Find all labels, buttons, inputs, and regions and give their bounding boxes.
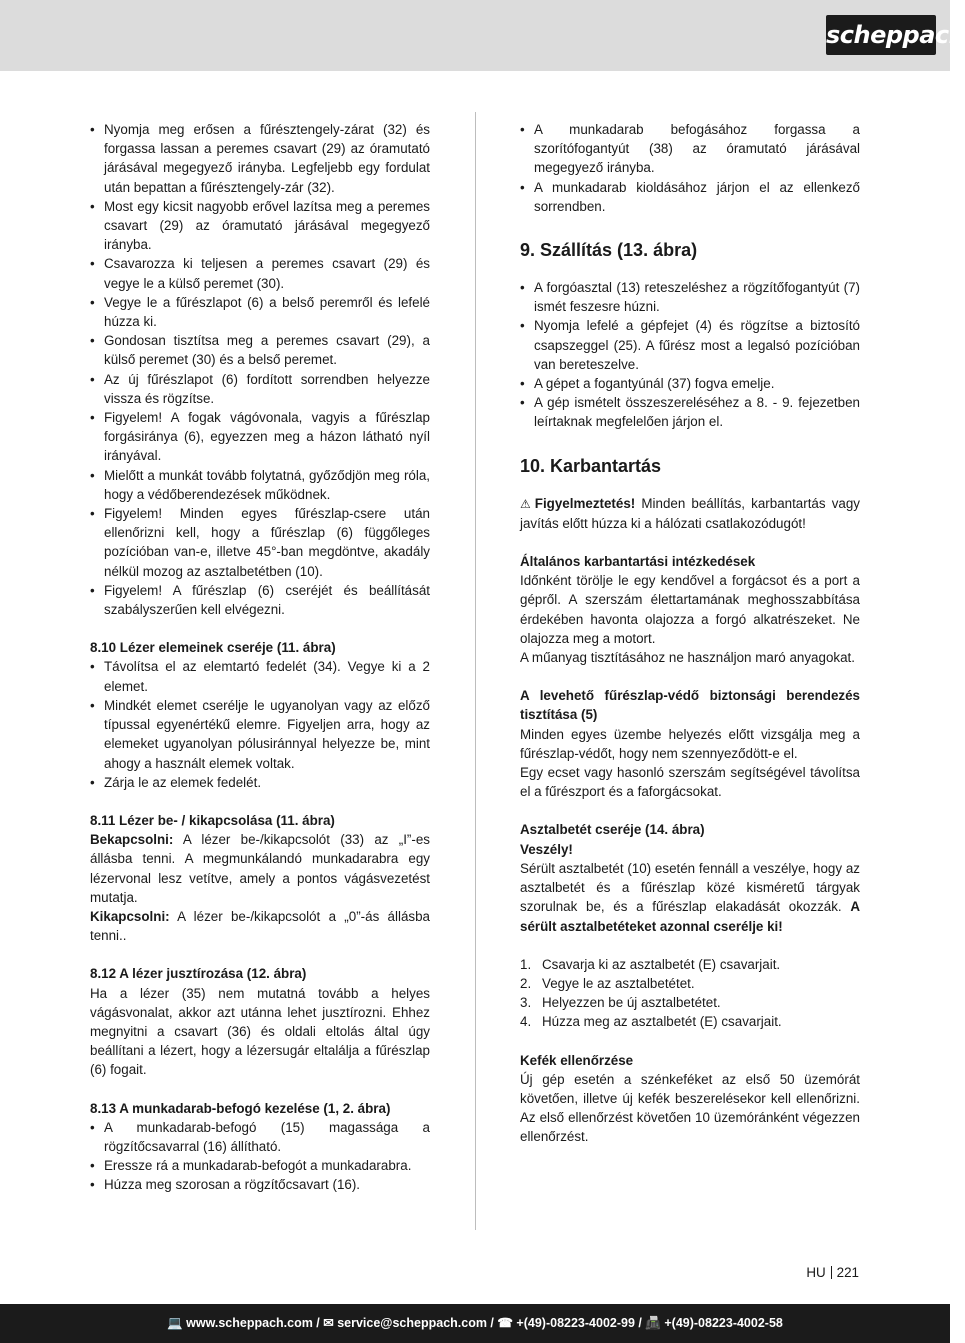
section-heading-8-10: 8.10 Lézer elemeinek cseréje (11. ábra) — [90, 640, 336, 656]
section-heading-9: 9. Szállítás (13. ábra) — [520, 240, 698, 261]
page-number-separator — [831, 1266, 832, 1279]
left-column — [90, 120, 430, 1195]
list-item — [520, 993, 860, 1012]
column-divider — [475, 112, 476, 1230]
scheppach-logo: scheppach — [826, 15, 936, 55]
step-text: Helyezzen be új asztalbetétet. — [542, 995, 721, 1011]
danger-label: Veszély! — [520, 841, 573, 857]
list-item: • Távolítsa el az elemtartó fedelét (34). Vegye ki a 2 elemet. — [90, 657, 430, 695]
list-item: • Figyelem! A fűrészlap (6) cseréjét és beállítását szabályszerűen kell elvégezni. — [90, 581, 430, 619]
list-item: • A forgóasztal (13) reteszeléshez a rögzítőfogantyút (7) ismét feszesre húzni. — [520, 278, 860, 316]
page-lang: HU — [806, 1265, 826, 1280]
list-item: • Most egy kicsit nagyobb erővel lazítsa meg a peremes csavart (29) az óramutató járásával megegyező irányba. — [90, 197, 430, 255]
list-item: • A munkadarab-befogó (15) magassága a rögzítőcsavarral (16) állítható. — [90, 1118, 430, 1156]
list-item — [520, 974, 860, 993]
insert-steps-list — [520, 955, 860, 1032]
section-heading-10: 10. Karbantartás — [520, 455, 662, 476]
laser-battery-list — [90, 657, 430, 791]
warning-paragraph — [520, 494, 860, 533]
laser-adjust-paragraph: Ha a lézer (35) nem mutatná tovább a helyes vágásvonalat, akkor azt utánna lehet jusztírozni. Ehhez megnyitni a csavart (36) és oldali eltolás által úgy beállítani a lézert, hogy a lézersugár eltalálja a fűrészlap (6) fogait. — [90, 985, 430, 1078]
on-text: A lézer be-/kikapcsolót (33) az „I”-es állásba tenni. A megmunkálandó munkadarabra egy lézervonal lesz vetítve, amely a pontos vágásvezetést mutatja. — [90, 832, 430, 905]
list-item — [520, 1012, 860, 1031]
insert-text: Sérült asztalbetét (10) esetén fennáll a veszélye, hogy az asztalbetét és a fűrészlap közé kisméretű tárgyak szorulnak be, és a fűrészlap elakadását okozzák. — [520, 860, 860, 915]
section-heading-8-13: 8.13 A munkadarab-befogó kezelése (1, 2. ábra) — [90, 1100, 391, 1116]
step-text: Húzza meg az asztalbetét (E) csavarjait. — [542, 1014, 782, 1030]
step-number: 3. — [520, 995, 532, 1011]
list-item: • Nyomja meg erősen a fűrésztengely-zárat (32) és forgassa lassan a peremes csavart (29) az óramutató járásával megegyező irányba. Legfeljebb egy fordulat után bepattan a fűrésztengely-zár (32). — [90, 120, 430, 197]
off-text: A lézer be-/kikapcsolót a „0”-ás állásba tenni.. — [90, 908, 430, 944]
general-maintenance-text-2: A műanyag tisztításához ne használjon maró anyagokat. — [520, 650, 855, 666]
guard-cleaning-text-2: Egy ecset vagy hasonló szerszám segítségével távolítsa el a fűrészport és a faforgácsokat. — [520, 765, 860, 800]
warning-text: Minden beállítás, karbantartás vagy javítás előtt húzza ki a hálózati csatlakozódugót! — [520, 495, 860, 531]
list-item: • A munkadarab kioldásához járjon el az ellenkező sorrendben. — [520, 178, 860, 216]
laser-off-paragraph — [90, 907, 430, 945]
insert-replace-heading: Asztalbetét cseréje (14. ábra) — [520, 822, 705, 838]
clamp-list — [90, 1118, 430, 1195]
insert-replace-text — [520, 859, 860, 936]
laser-on-paragraph — [90, 830, 430, 907]
transport-list — [520, 278, 860, 432]
right-column — [520, 120, 860, 1147]
general-maintenance-text-1: Időnként törölje le egy kendővel a forgácsot és a port a gépről. A szerszám élettartamának meghosszabbítása érdekében havonta olajozza a forgó alkatrészeket. Ne olajozza meg a motort. — [520, 573, 860, 646]
header-bar — [0, 0, 965, 71]
insert-bold-text: A sérült asztalbetéteket azonnal cserélje ki! — [520, 899, 860, 934]
step-text: Vegye le az asztalbetétet. — [542, 975, 695, 991]
page-number — [806, 1265, 859, 1280]
list-item: • Mindkét elemet cserélje le ugyanolyan vagy az előző típussal egyenértékű elemre. Figyeljen arra, hogy az elemeket ugyanolyan pólusiránnyal helyezze be, mint ahogy a használt elemek voltak. — [90, 696, 430, 773]
list-item: • Vegye le a fűrészlapot (6) a belső peremről és lefelé húzza ki. — [90, 293, 430, 331]
general-maintenance-heading: Általános karbantartási intézkedések — [520, 554, 756, 570]
step-number: 1. — [520, 956, 532, 972]
list-item: • A gépet a fogantyúnál (37) fogva emelje. — [520, 374, 860, 393]
list-item: • A munkadarab befogásához forgassa a szorítófogantyút (38) az óramutató járásával megegyező irányba. — [520, 120, 860, 178]
list-item: • Figyelem! A fogak vágóvonala, vagyis a fűrészlap forgásiránya (6), egyezzen meg a házon látható nyíl irányával. — [90, 408, 430, 466]
list-item: • Eressze rá a munkadarab-befogót a munkadarabra. — [90, 1156, 430, 1175]
brush-check-text: Új gép esetén a szénkeféket az első 50 üzemórát követően, illetve új kefék beszerelésekor kell ellenőrizni. Az első ellenőrzést követően 10 üzemóránként végezzen ellenőrzést. — [520, 1071, 860, 1145]
list-item: • Figyelem! Minden egyes fűrészlap-csere után ellenőrizni kell, hogy a fűrészlap (6) függőleges pozícióban van-e, illetve 45°-ban megdöntve, akadály nélkül mozog az asztalbetétben (10). — [90, 504, 430, 581]
list-item: • Nyomja lefelé a gépfejet (4) és rögzítse a biztosító csapszeggel (25). A fűrész most a legalsó pozícióban van bereteszelve. — [520, 316, 860, 374]
page-num: 221 — [836, 1265, 859, 1280]
footer-contact: 💻 www.scheppach.com / ✉ service@scheppach.com / ☎ +(49)-08223-4002-99 / 📠 +(49)-08223-4002-58 — [167, 1316, 783, 1330]
list-item: • Csavarozza ki teljesen a peremes csavart (29) és vegye le a külső peremet (30). — [90, 254, 430, 292]
clamp-continued-list — [520, 120, 860, 216]
warning-icon: ⚠ — [520, 496, 531, 511]
section-heading-8-12: 8.12 A lézer jusztírozása (12. ábra) — [90, 966, 307, 982]
list-item: • A gép ismételt összeszereléséhez a 8. - 9. fejezetben leírtaknak megfelelően járjon el. — [520, 393, 860, 431]
list-item: • Mielőtt a munkát tovább folytatná, győződjön meg róla, hogy a védőberendezések működnek. — [90, 466, 430, 504]
list-item: • Húzza meg szorosan a rögzítőcsavart (16). — [90, 1175, 430, 1194]
section-heading-8-11: 8.11 Lézer be- / kikapcsolása (11. ábra) — [90, 812, 335, 828]
footer-bar — [0, 1304, 950, 1343]
blade-change-list — [90, 120, 430, 619]
list-item: • Zárja le az elemek fedelét. — [90, 773, 430, 792]
guard-cleaning-text-1: Minden egyes üzembe helyezés előtt vizsgálja meg a fűrészlap-védőt, hogy nem szennyeződött-e el. — [520, 726, 860, 761]
guard-cleaning-heading: A levehető fűrészlap-védő biztonsági berendezés tisztítása (5) — [520, 688, 860, 723]
list-item: • Az új fűrészlapot (6) fordított sorrendben helyezze vissza és rögzítse. — [90, 370, 430, 408]
step-number: 2. — [520, 975, 532, 991]
on-label: Bekapcsolni: — [90, 832, 174, 848]
warning-label: Figyelmeztetés! — [534, 495, 636, 511]
off-label: Kikapcsolni: — [90, 908, 170, 924]
list-item — [520, 955, 860, 974]
step-number: 4. — [520, 1014, 532, 1030]
list-item: • Gondosan tisztítsa meg a peremes csavart (29), a külső peremet (30) és a belső peremet. — [90, 331, 430, 369]
step-text: Csavarja ki az asztalbetét (E) csavarjait. — [542, 956, 781, 972]
brush-check-heading: Kefék ellenőrzése — [520, 1052, 634, 1068]
